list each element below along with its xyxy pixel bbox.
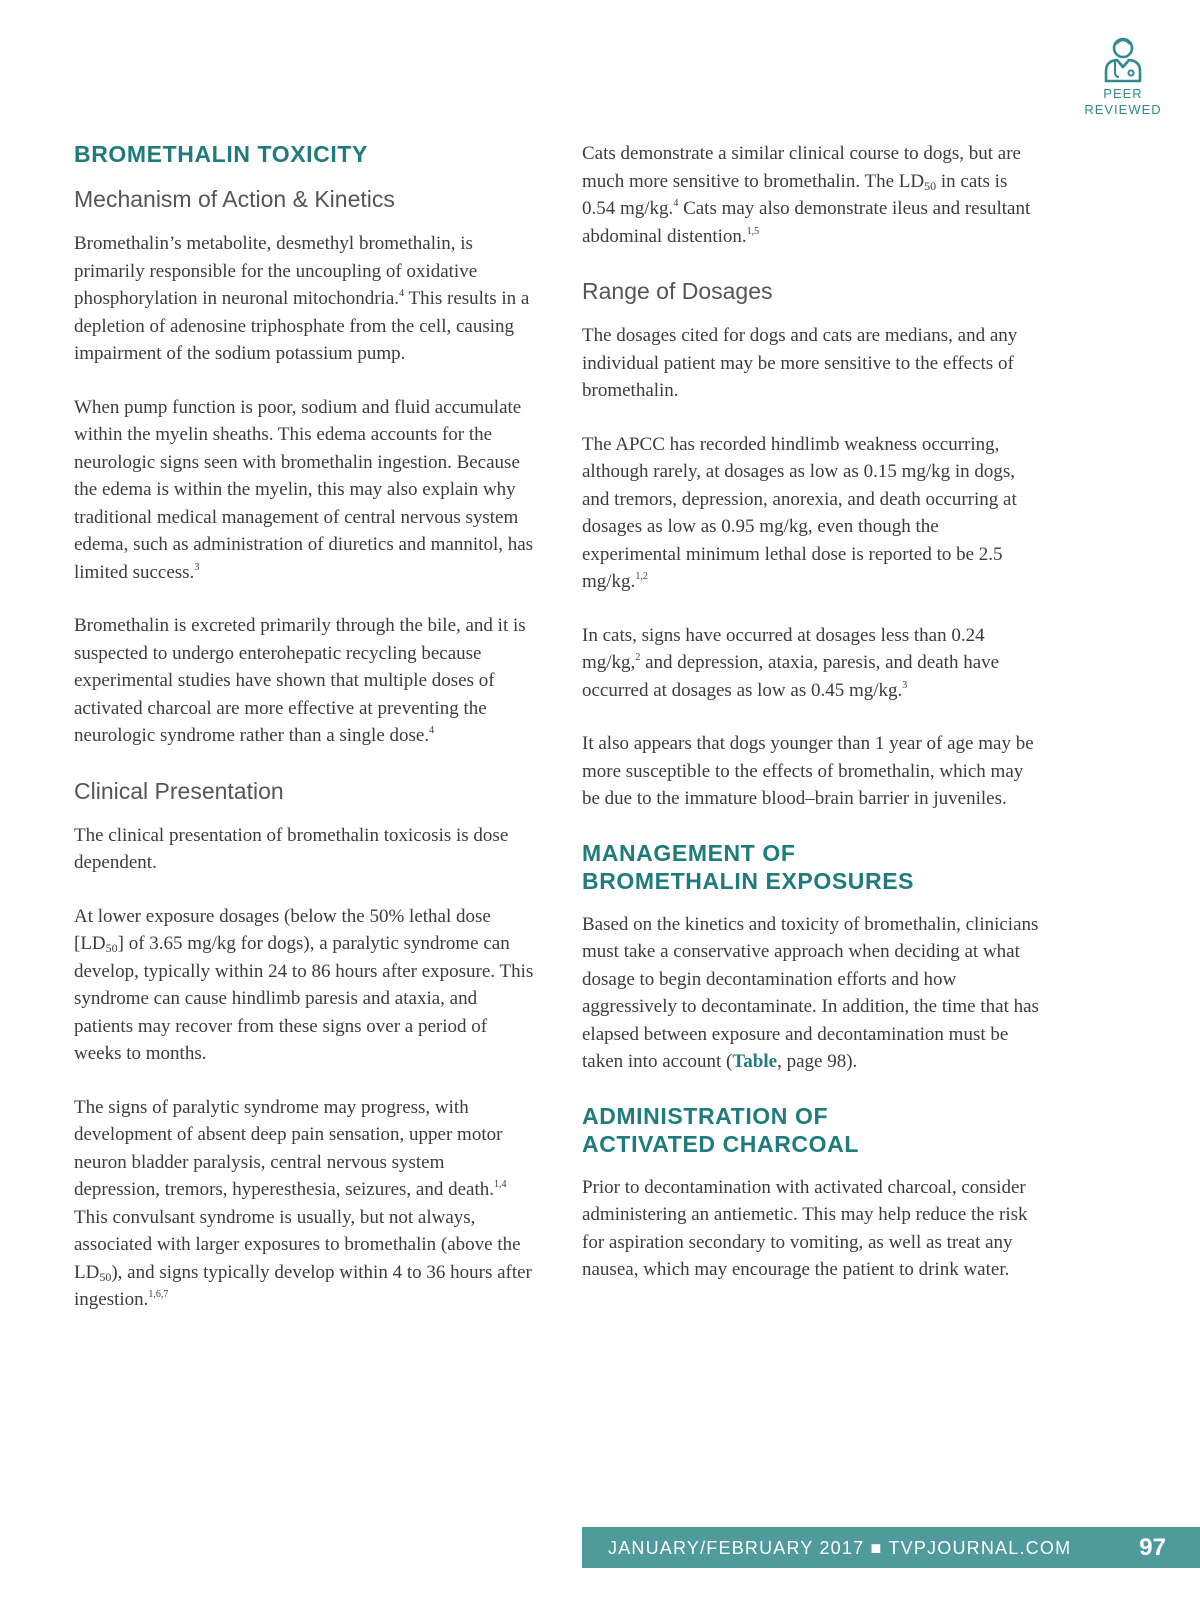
paragraph-apcc: The APCC has recorded hindlimb weakness occurring, although rarely, at dosages as low as 0.15 mg/kg in dogs, and tremors, depression, anorexia, and death occurring at dosages as low as 0.95 mg/kg, even though the experimental minimum lethal dose is reported to be 2.5 mg/kg.$^{1,2}$	[582, 433, 1017, 592]
subheading-range-of-dosages: Range of Dosages	[582, 278, 773, 304]
paragraph-cats-signs: In cats, signs have occurred at dosages less than 0.24 mg/kg,$^2$ and depression, ataxia, paresis, and death have occurred at dosages as low as 0.45 mg/kg.$^3$	[582, 624, 1000, 701]
section-title-bromethalin-toxicity: BROMETHALIN TOXICITY	[74, 141, 368, 167]
reference-superscript: 1,6,7	[148, 1289, 169, 1300]
footer-bar	[582, 1527, 1200, 1568]
section-title-management: MANAGEMENT OF BROMETHALIN EXPOSURES	[582, 839, 915, 894]
badge-line-1: PEER	[1103, 86, 1143, 101]
reference-superscript: 1,5	[746, 225, 760, 237]
section-title-activated-charcoal: ADMINISTRATION OF ACTIVATED CHARCOAL	[582, 1102, 859, 1157]
reference-superscript: 2	[635, 652, 641, 663]
reference-superscript: 3	[194, 561, 200, 573]
paragraph-management: Based on the kinetics and toxicity of bromethalin, clinicians must take a conservative approach when deciding at what dosage to begin decontamination efforts and how aggressively to decontaminate. In addition, the time that has elapsed between exposure and decontamination must be taken into account (Table, page 98).	[582, 913, 1039, 1072]
reference-superscript: 4	[399, 288, 405, 299]
peer-reviewed-badge	[1068, 34, 1178, 118]
reference-superscript: 3	[902, 679, 908, 691]
subheading-mechanism: Mechanism of Action & Kinetics	[74, 186, 395, 212]
left-column	[74, 140, 534, 1340]
doctor-icon	[1100, 34, 1146, 84]
page-number: 97	[1139, 1534, 1166, 1561]
table-link[interactable]: Table	[732, 1051, 778, 1072]
reference-superscript: 1,2	[635, 571, 648, 582]
reference-superscript: 4	[429, 725, 435, 736]
reference-superscript: 4	[673, 198, 679, 209]
badge-line-2: REVIEWED	[1084, 102, 1162, 117]
footer-text: JANUARY/FEBRUARY 2017 ■ TVPJOURNAL.COM	[608, 1538, 1072, 1558]
paragraph-antiemetic: Prior to decontamination with activated charcoal, consider administering an antiemetic. This may help reduce the risk for aspiration secondary to vomiting, as well as treat any nausea, which may encourage the patient to drink water.	[582, 1176, 1028, 1280]
paragraph-young-dogs: It also appears that dogs younger than 1 year of age may be more susceptible to the effects of bromethalin, which may be due to the immature blood–brain barrier in juveniles.	[582, 733, 1034, 809]
reference-superscript: 1,4	[493, 1179, 507, 1190]
paragraph-mechanism: Bromethalin’s metabolite, desmethyl bromethalin, is primarily responsible for the uncoupling of oxidative phosphorylation in neuronal mitochondria.$^4$ This results in a depletion of adenosine triphosphate from the cell, causing impairment of the sodium potassium pump.	[74, 233, 530, 364]
paragraph-paralytic-syndrome: The signs of paralytic syndrome may progress, with development of absent deep pain sensation, upper motor neuron bladder paralysis, central nervous system depression, tremors, hyperesthesia, seizures, and death.$^{1,4}$ This convulsant syndrome is usually, but not always, associated with larger exposures to bromethalin (above the $LD_{50}$), and signs typically develop within 4 to 36 hours after ingestion.$^{1,6,7}$	[74, 1096, 532, 1310]
paragraph-lower-exposure: At lower exposure dosages (below the 50% lethal dose $[LD_{50}]$ of 3.65 mg/kg for dogs), a paralytic syndrome can develop, typically within 24 to 86 hours after exposure. This syndrome can cause hindlimb paresis and ataxia, and patients may recover from these signs over a period of weeks to months.	[74, 905, 534, 1064]
subheading-clinical-presentation: Clinical Presentation	[74, 777, 284, 804]
paragraph-dosages-medians: The dosages cited for dogs and cats are medians, and any individual patient may be more sensitive to the effects of bromethalin.	[582, 325, 1018, 401]
paragraph-pump-function: When pump function is poor, sodium and fluid accumulate within the myelin sheaths. This edema accounts for the neurologic signs seen with bromethalin ingestion. Because the edema is within the myelin, this may also explain why traditional medical management of central nervous system edema, such as administration of diuretics and mannitol, has limited success.$^3$	[74, 396, 534, 583]
right-column	[582, 140, 1042, 1310]
paragraph-clinical-presentation: The clinical presentation of bromethalin toxicosis is dose dependent.	[74, 824, 509, 873]
paragraph-excretion: Bromethalin is excreted primarily through the bile, and it is suspected to undergo enterohepatic recycling because experimental studies have shown that multiple doses of activated charcoal are more effective at preventing the neurologic syndrome rather than a single dose.$^4$	[74, 615, 526, 746]
paragraph-cats: Cats demonstrate a similar clinical course to dogs, but are much more sensitive to bromethalin. The $LD_{50}$ in cats is 0.54 mg/kg.$^4$ Cats may also demonstrate ileus and resultant abdominal distention.$^{1,5}$	[582, 143, 1031, 247]
